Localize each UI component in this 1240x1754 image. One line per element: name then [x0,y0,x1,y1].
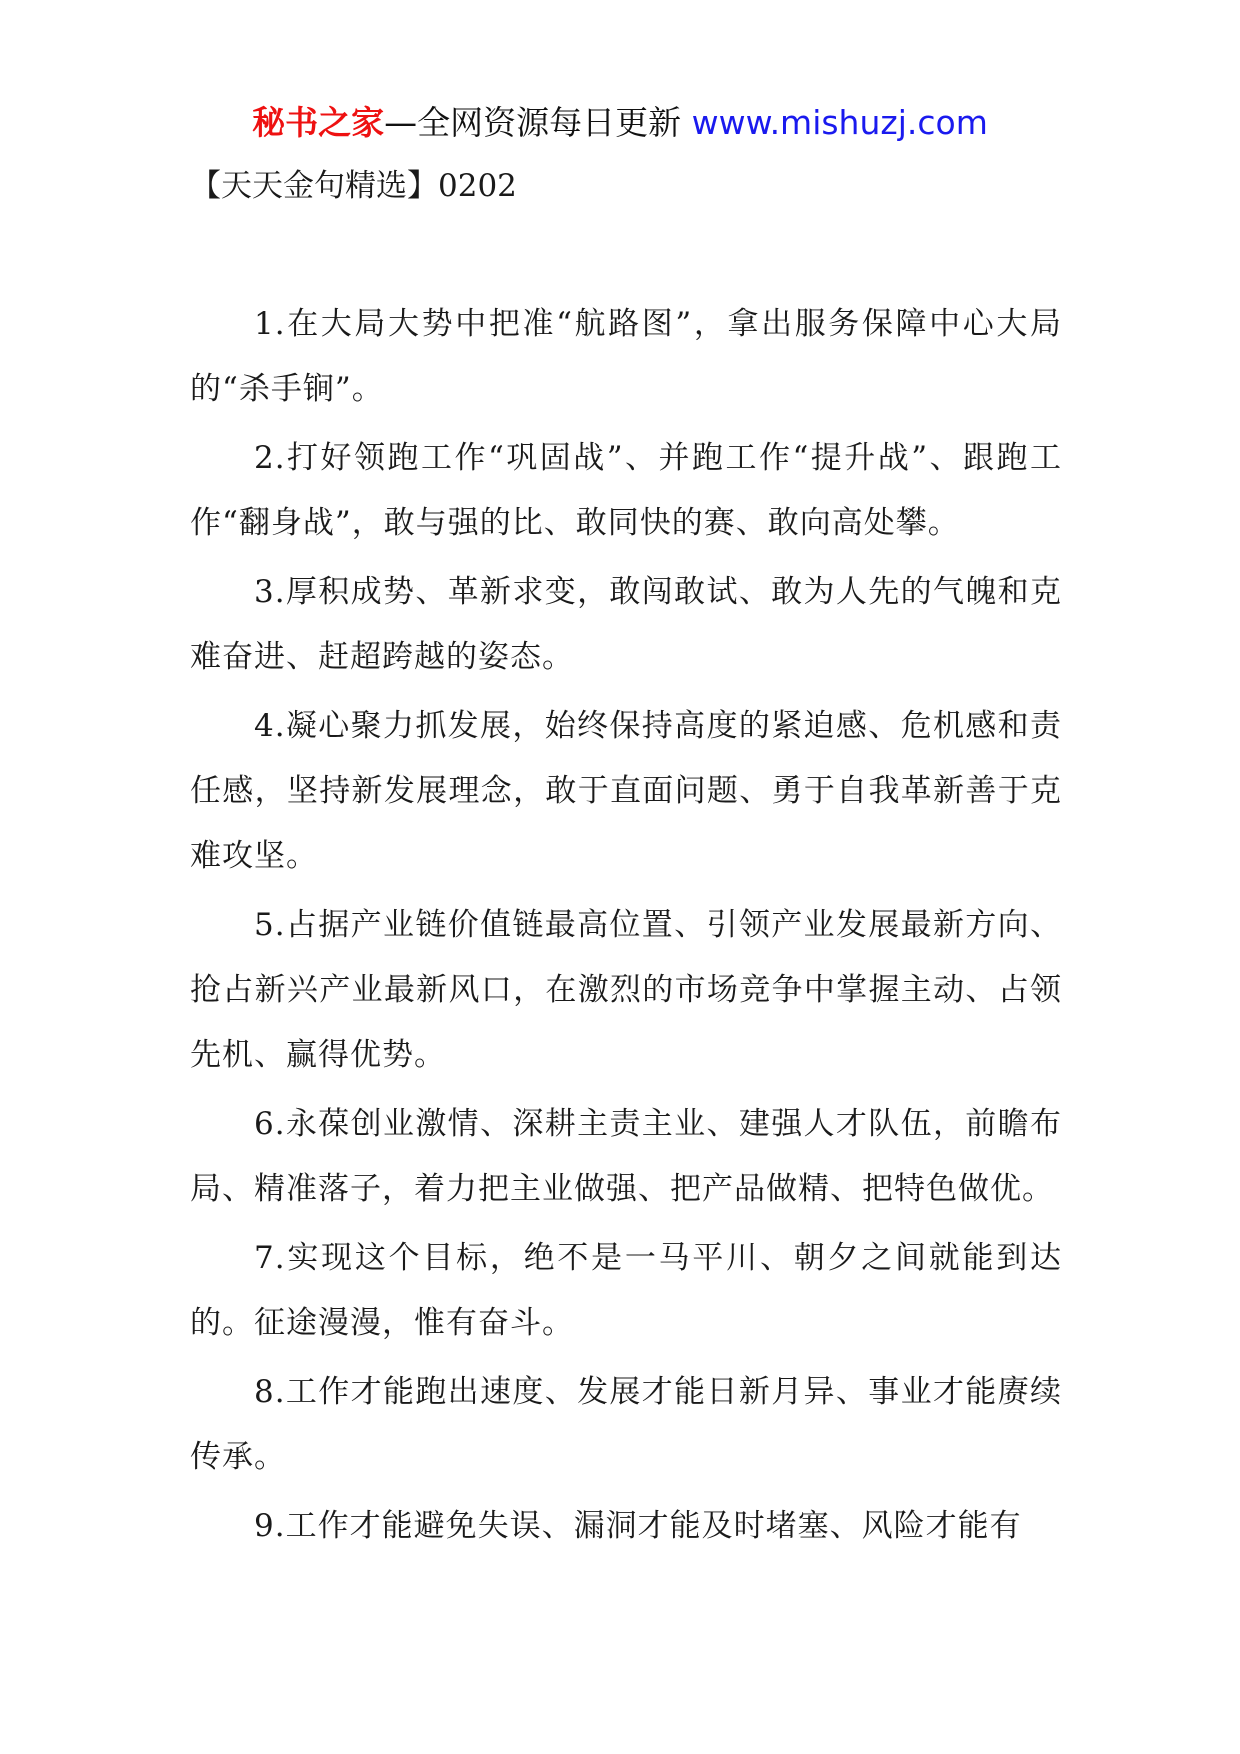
quote-item-3: 3.厚积成势、革新求变，敢闯敢试、敢为人先的气魄和克难奋进、赶超跨越的姿态。 [190,574,1062,675]
quote-item-5: 5.占据产业链价值链最高位置、引领产业发展最新方向、抢占新兴产业最新风口，在激烈的市场竞争中掌握主动、占领先机、赢得优势。 [190,907,1062,1073]
document-title: 【天天金句精选】0202 [190,168,517,204]
quote-item-6: 6.永葆创业激情、深耕主责主业、建强人才队伍，前瞻布局、精准落子，着力把主业做强、把产品做精、把特色做优。 [190,1106,1062,1207]
site-url-link[interactable]: www.mishuzj.com [691,103,988,142]
document-body [190,292,1062,1563]
site-slogan: —全网资源每日更新 [384,103,682,142]
quote-item-2: 2.打好领跑工作“巩固战”、并跑工作“提升战”、跟跑工作“翻身战”，敢与强的比、敢同快的赛、敢向高处攀。 [190,440,1062,541]
brand-name: 秘书之家 [252,103,385,142]
quote-item-9: 9.工作才能避免失误、漏洞才能及时堵塞、风险才能有 [254,1508,1022,1544]
quote-item-4: 4.凝心聚力抓发展，始终保持高度的紧迫感、危机感和责任感，坚持新发展理念，敢于直面问题、勇于自我革新善于克难攻坚。 [190,708,1062,874]
quote-item-1: 1.在大局大势中把准“航路图”，拿出服务保障中心大局的“杀手锏”。 [190,306,1062,407]
quote-item-8: 8.工作才能跑出速度、发展才能日新月异、事业才能赓续传承。 [190,1374,1062,1475]
quote-item-7: 7.实现这个目标，绝不是一马平川、朝夕之间就能到达的。征途漫漫，惟有奋斗。 [190,1240,1062,1341]
site-header [0,100,1240,146]
